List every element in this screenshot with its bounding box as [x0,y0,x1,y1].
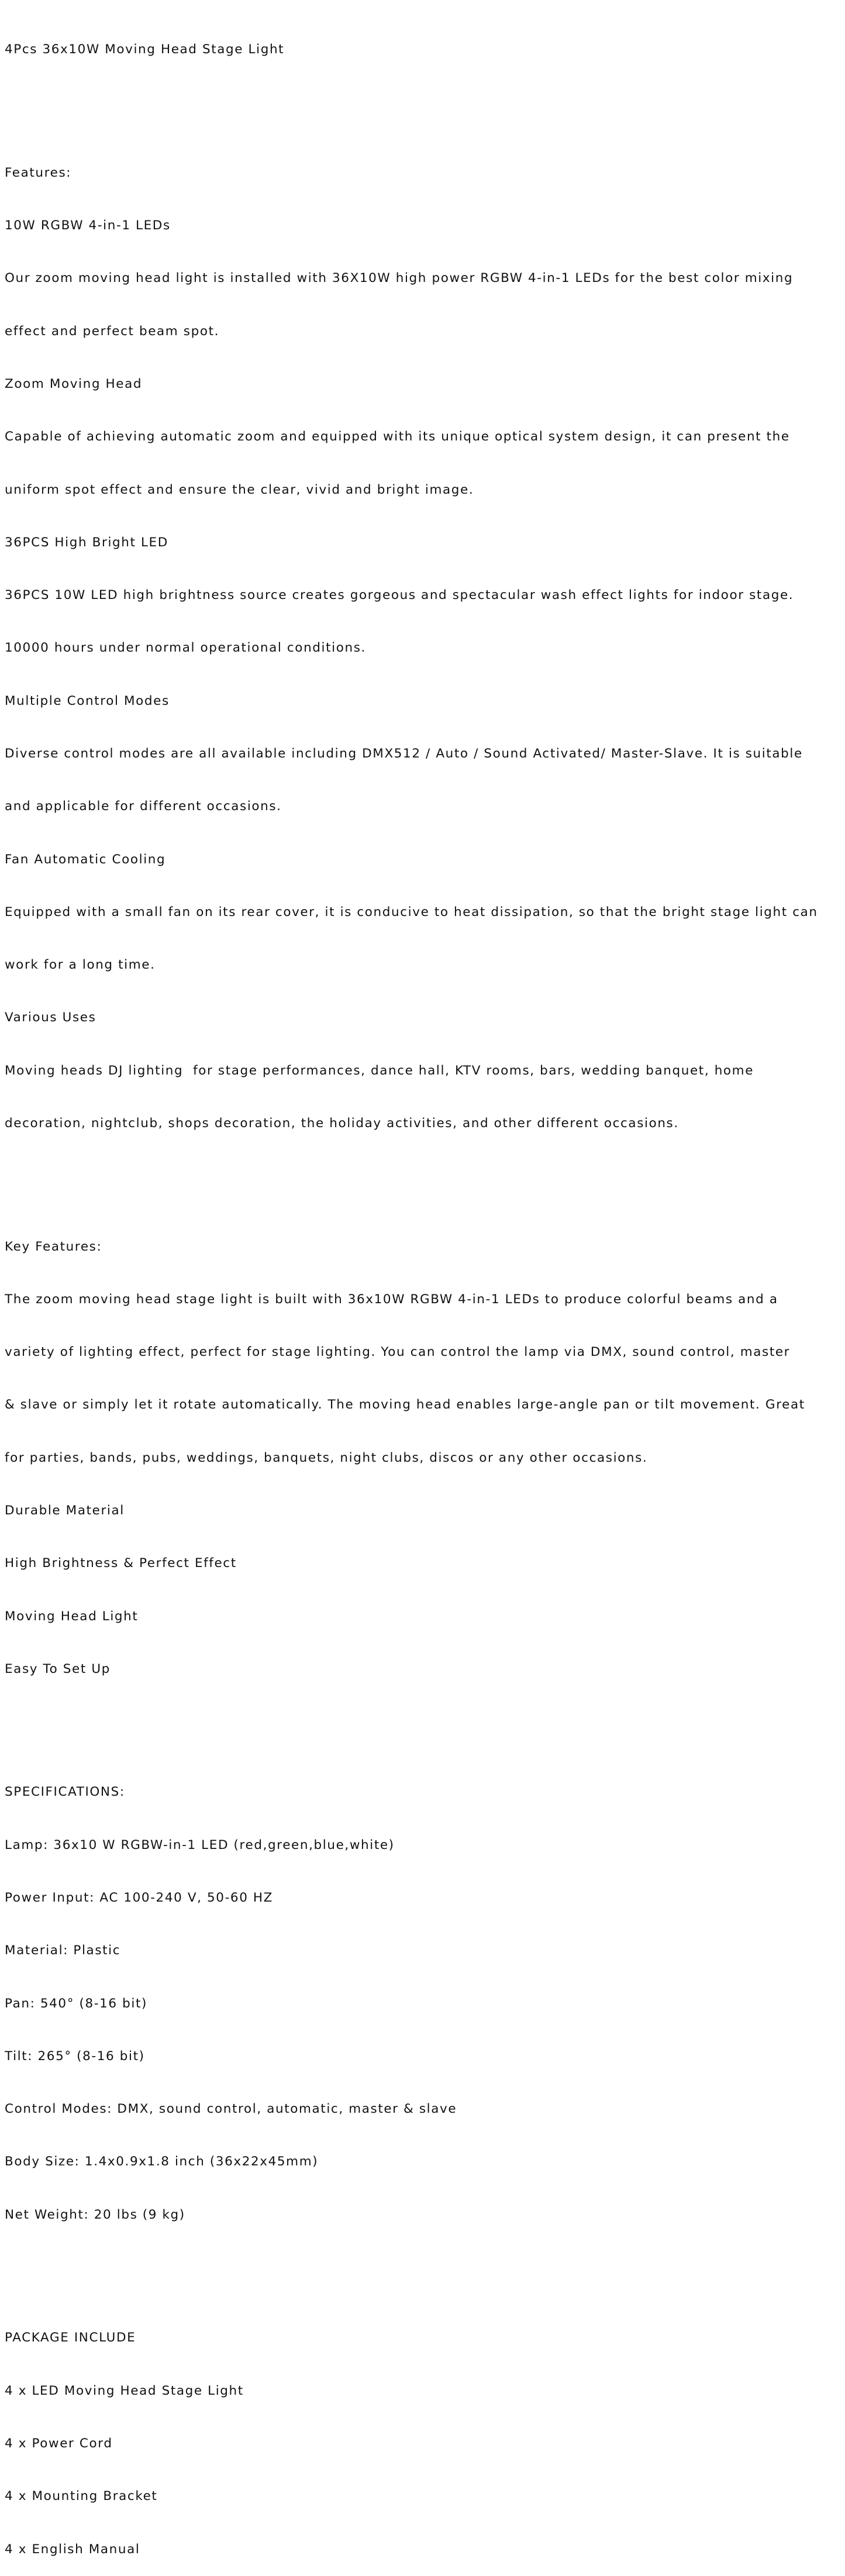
blank-line [5,1168,841,1185]
blank-line [5,94,841,111]
feature-subheading: Zoom Moving Head [5,376,143,391]
feature-text: 10000 hours under normal operational conditions. [5,640,366,656]
feature-text: Diverse control modes are all available including DMX512 / Auto / Sound Activated/ Master-Slave. It is suitable [5,746,803,761]
spec-material: Material: Plastic [5,1943,121,1958]
feature-text: decoration, nightclub, shops decoration, the holiday activities, and other different occasions. [5,1115,679,1131]
package-item: 4 x LED Moving Head Stage Light [5,2383,244,2398]
key-features-text: variety of lighting effect, perfect for stage lighting. You can control the lamp via DMX, sound control, master [5,1345,791,1360]
blank-line [5,1713,841,1731]
specifications-heading: SPECIFICATIONS: [5,1785,125,1800]
feature-text: effect and perfect beam spot. [5,323,220,339]
spec-net-weight: Net Weight: 20 lbs (9 kg) [5,2207,185,2222]
page-title: 4Pcs 36x10W Moving Head Stage Light [5,42,285,57]
key-feature-item: High Brightness & Perfect Effect [5,1556,237,1571]
feature-text: Our zoom moving head light is installed with 36X10W high power RGBW 4-in-1 LEDs for the best color mixing [5,271,794,286]
key-features-heading: Key Features: [5,1239,102,1254]
feature-text: Equipped with a small fan on its rear cover, it is conducive to heat dissipation, so that the bright stage light can [5,904,818,919]
key-features-text: for parties, bands, pubs, weddings, banquets, night clubs, discos or any other occasions. [5,1450,648,1465]
feature-subheading: 10W RGBW 4-in-1 LEDs [5,218,171,233]
key-feature-item: Moving Head Light [5,1609,139,1624]
spec-power-input: Power Input: AC 100-240 V, 50-60 HZ [5,1890,274,1906]
feature-text: 36PCS 10W LED high brightness source creates gorgeous and spectacular wash effect lights for indoor stage. [5,588,794,603]
blank-line [5,2259,841,2277]
spec-lamp: Lamp: 36x10 W RGBW-in-1 LED (red,green,blue,white) [5,1837,395,1852]
feature-subheading: Various Uses [5,1010,96,1025]
feature-text: work for a long time. [5,958,156,973]
features-heading: Features: [5,165,72,180]
feature-text: Capable of achieving automatic zoom and equipped with its unique optical system design, it can present the [5,429,790,445]
package-heading: PACKAGE INCLUDE [5,2330,136,2346]
feature-text: and applicable for different occasions. [5,799,282,814]
feature-text: uniform spot effect and ensure the clear, vivid and bright image. [5,482,474,497]
package-item: 4 x English Manual [5,2541,140,2557]
spec-tilt: Tilt: 265° (8-16 bit) [5,2048,145,2064]
spec-pan: Pan: 540° (8-16 bit) [5,1996,147,2011]
feature-subheading: Fan Automatic Cooling [5,852,166,867]
key-features-text: The zoom moving head stage light is built with 36x10W RGBW 4-in-1 LEDs to produce colorful beams and a [5,1292,778,1307]
package-item: 4 x Power Cord [5,2436,113,2451]
feature-subheading: 36PCS High Bright LED [5,535,168,550]
spec-control-modes: Control Modes: DMX, sound control, automatic, master & slave [5,2102,457,2117]
key-feature-item: Easy To Set Up [5,1661,111,1676]
key-features-text: & slave or simply let it rotate automatically. The moving head enables large-angle pan or tilt movement. Great [5,1397,805,1413]
package-item: 4 x Mounting Bracket [5,2489,158,2504]
feature-text: Moving heads DJ lighting for stage performances, dance hall, KTV rooms, bars, wedding banquet, home [5,1063,754,1078]
spec-body-size: Body Size: 1.4x0.9x1.8 inch (36x22x45mm) [5,2154,319,2169]
key-feature-item: Durable Material [5,1503,125,1518]
product-description [5,6,841,2576]
feature-subheading: Multiple Control Modes [5,693,170,708]
